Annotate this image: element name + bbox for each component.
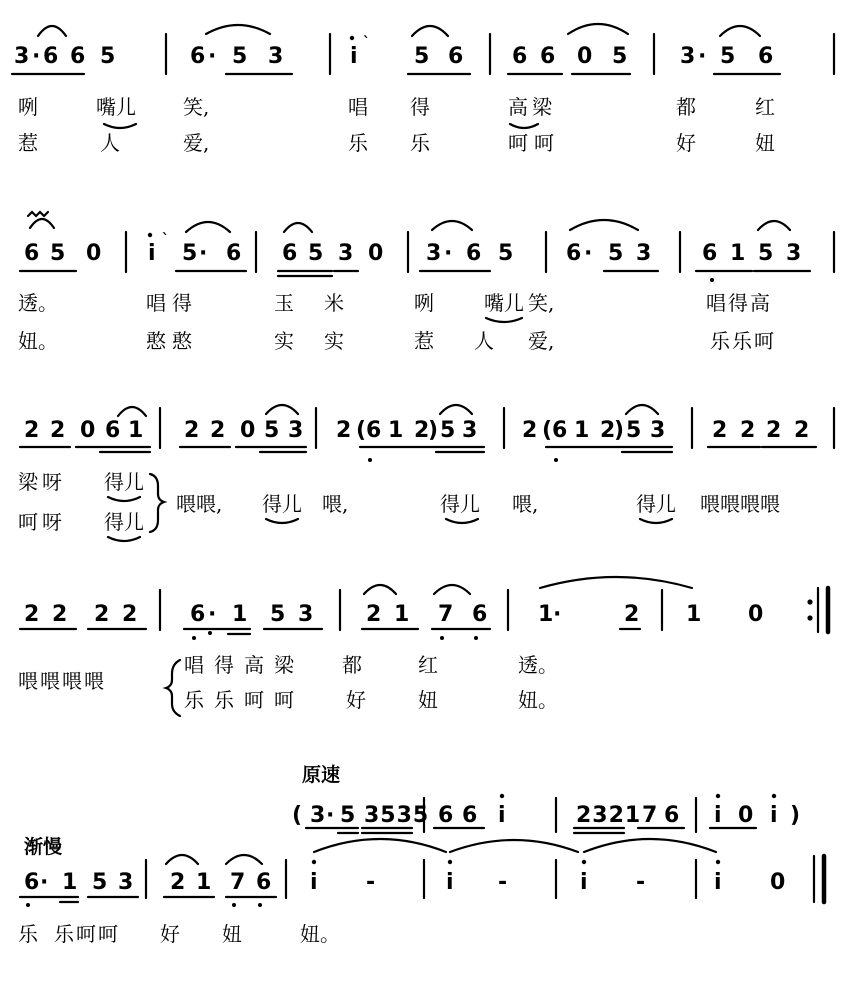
note: 6 (43, 44, 59, 69)
note: 3 (636, 241, 652, 266)
note: 2 (94, 602, 110, 627)
lyric: 得儿 (262, 492, 302, 516)
lyric: 都 (676, 95, 696, 119)
note: 5 (92, 870, 108, 895)
note: 2 (122, 602, 138, 627)
note: 1 (686, 602, 702, 627)
note: 0 (770, 870, 786, 895)
lyric: 都 (342, 653, 362, 677)
note: 5 (182, 241, 198, 266)
note: 5 (720, 44, 736, 69)
note: 5 (308, 241, 324, 266)
note: i (310, 870, 318, 895)
note: - (636, 870, 646, 895)
note: 7 (438, 602, 454, 627)
lyric: 好 (346, 688, 366, 712)
note: ) (428, 418, 439, 443)
note: 6 (190, 602, 206, 627)
lyric: 乐 (410, 131, 430, 155)
lyric: 得儿 (440, 492, 480, 516)
note: 2 (740, 418, 756, 443)
lyric: 喂喂喂喂 (700, 492, 780, 516)
lyric: 嘴儿 (484, 291, 524, 315)
note: 0 (240, 418, 256, 443)
note: 2 (522, 418, 538, 443)
lyric: 好 (676, 131, 696, 155)
note: 5 (50, 241, 66, 266)
note: 2 (336, 418, 352, 443)
note: ) (790, 803, 801, 828)
lyric: 乐 (348, 131, 368, 155)
note: 5 (414, 44, 430, 69)
note: 6 (190, 44, 206, 69)
note: 2321 (576, 803, 642, 828)
lyric: 妞 (418, 688, 438, 712)
note: 3 (462, 418, 478, 443)
note: 5 (232, 44, 248, 69)
lyric: 喂喂, (176, 492, 223, 516)
lyric: 喂, (322, 492, 349, 516)
lyric: 咧 (18, 95, 38, 119)
note: 7 (642, 803, 658, 828)
note: 6 (466, 241, 482, 266)
lyric: 透。 (18, 291, 58, 315)
note: 6 (664, 803, 680, 828)
note: 3 (298, 602, 314, 627)
note: i (714, 803, 722, 828)
lyric: 高梁 (508, 95, 556, 119)
note: 5 (758, 241, 774, 266)
note: ( (356, 418, 367, 443)
note: 3 (786, 241, 802, 266)
note: 2 (24, 602, 40, 627)
lyric: 呵呵 (508, 131, 560, 155)
note: 5 (100, 44, 116, 69)
note: 2 (624, 602, 640, 627)
note: 0 (80, 418, 96, 443)
note: 2 (366, 602, 382, 627)
lyric: 爱, (528, 329, 555, 353)
note: 2 (210, 418, 226, 443)
note: 2 (24, 418, 40, 443)
note: ( (542, 418, 553, 443)
lyric: 妞 (222, 922, 242, 946)
note: 3 (118, 870, 134, 895)
note: 5 (270, 602, 286, 627)
lyric: 妞。 (18, 329, 58, 353)
note: - (366, 870, 376, 895)
note: 3 (288, 418, 304, 443)
note: 0 (738, 803, 754, 828)
lyric: 得儿 (104, 470, 144, 494)
lyric: 乐呵呵 (54, 922, 120, 946)
note: 6 (552, 418, 568, 443)
note: 3 (310, 803, 326, 828)
lyric: 妞 (755, 131, 775, 155)
note: 1 (62, 870, 78, 895)
note: 3 (426, 241, 442, 266)
note: i (446, 870, 454, 895)
lyric: 喂, (512, 492, 539, 516)
note: 6 (438, 803, 454, 828)
lyric: 实 (324, 329, 344, 353)
note: 7 (230, 870, 246, 895)
grace-mark: ` (363, 35, 370, 51)
lyric: 高 (244, 653, 264, 677)
note: i (148, 241, 156, 266)
lyric: 笑, (183, 95, 210, 119)
lyric: 实 (274, 329, 294, 353)
note-dot: · (208, 602, 217, 627)
note: 1 (232, 602, 248, 627)
note: 2 (414, 418, 430, 443)
tempo-original: 原速 (302, 764, 341, 786)
lyric: 透。 (518, 653, 558, 677)
note: ) (614, 418, 625, 443)
note: 6 (462, 803, 478, 828)
lyric: 玉 (274, 291, 294, 315)
note: 3 (680, 44, 696, 69)
note: 2 (50, 418, 66, 443)
note: 6 (256, 870, 272, 895)
note: 6 (702, 241, 718, 266)
note: 5 (340, 803, 356, 828)
note: 2 (766, 418, 782, 443)
note: 6 (105, 418, 121, 443)
note: 1 (394, 602, 410, 627)
note: 6 (282, 241, 298, 266)
note: 2 (600, 418, 616, 443)
note: 6 (512, 44, 528, 69)
note-dot: · (208, 44, 217, 69)
note: 0 (368, 241, 384, 266)
lyric: 妞。 (518, 688, 558, 712)
note: 1 (574, 418, 590, 443)
lyric: 人 (474, 329, 494, 353)
note: 5 (608, 241, 624, 266)
note: i (714, 870, 722, 895)
lyric: 呵 (244, 688, 264, 712)
lyric: 憨憨 (146, 329, 198, 353)
note: 2 (52, 602, 68, 627)
note: 6 (448, 44, 464, 69)
lyric: 得儿 (636, 492, 676, 516)
note: 2 (712, 418, 728, 443)
lyric: 得 (410, 95, 430, 119)
lyric: 得儿 (104, 510, 144, 534)
note: 5 (440, 418, 456, 443)
note: 3535 (364, 803, 430, 828)
grace-mark: ` (162, 232, 169, 248)
note: 1 (128, 418, 144, 443)
note: 5 (498, 241, 514, 266)
note: 6 (226, 241, 242, 266)
note: 0 (577, 44, 593, 69)
lyric: 梁呀 (18, 470, 66, 494)
note: 3 (650, 418, 666, 443)
lyric: 得 (214, 653, 234, 677)
note: 3 (14, 44, 30, 69)
note: 3 (338, 241, 354, 266)
note: 6 (758, 44, 774, 69)
note: 2 (184, 418, 200, 443)
lyric: 唱 (348, 95, 368, 119)
lyric: 乐 (184, 688, 204, 712)
note: 1 (538, 602, 554, 627)
lyric: 惹 (18, 131, 38, 155)
note-dot: · (40, 870, 49, 895)
note: 6 (566, 241, 582, 266)
note-dot: · (444, 241, 453, 266)
note: i (350, 44, 358, 69)
note: 3 (268, 44, 284, 69)
note: 5 (612, 44, 628, 69)
lyric: 好 (160, 922, 180, 946)
note: i (498, 803, 506, 828)
lyric: 梁 (274, 653, 294, 677)
note-dot: · (698, 44, 707, 69)
note: 1 (196, 870, 212, 895)
lyric: 呵呀 (18, 510, 66, 534)
lyric: 红 (755, 95, 775, 119)
lyric: 唱得高 (706, 291, 772, 315)
note: i (770, 803, 778, 828)
note: i (580, 870, 588, 895)
tempo-slowing: 渐慢 (24, 836, 63, 858)
lyric: 乐 (214, 688, 234, 712)
note: 6 (472, 602, 488, 627)
note: 6 (24, 241, 40, 266)
lyric: 人 (100, 131, 120, 155)
lyric: 爱, (183, 131, 210, 155)
note-dot: · (584, 241, 593, 266)
note: 5 (264, 418, 280, 443)
note: 1 (388, 418, 404, 443)
lyric: 红 (418, 653, 438, 677)
note: 5 (626, 418, 642, 443)
note: 0 (748, 602, 764, 627)
lyric: 喂喂喂喂 (18, 669, 106, 693)
note: 2 (170, 870, 186, 895)
note-dot: · (326, 803, 335, 828)
note: 2 (794, 418, 810, 443)
note: 6 (24, 870, 40, 895)
note-dot: · (32, 44, 41, 69)
note: 6 (540, 44, 556, 69)
note: 1 (730, 241, 746, 266)
note-dot: · (553, 602, 562, 627)
lyric: 乐 (18, 922, 38, 946)
lyric: 唱 (184, 653, 204, 677)
lyric: 唱得 (146, 291, 198, 315)
lyric: 咧 (414, 291, 434, 315)
note: 0 (86, 241, 102, 266)
note-dot: · (199, 241, 208, 266)
lyric: 乐乐呵 (710, 329, 776, 353)
lyric: 嘴儿 (96, 95, 136, 119)
lyric: 妞。 (300, 922, 340, 946)
note: 6 (70, 44, 86, 69)
note: 6 (366, 418, 382, 443)
note: ( (292, 803, 303, 828)
note: - (498, 870, 508, 895)
lyric: 笑, (528, 291, 555, 315)
lyric: 呵 (274, 688, 294, 712)
lyric: 米 (324, 291, 344, 315)
lyric: 惹 (414, 329, 434, 353)
